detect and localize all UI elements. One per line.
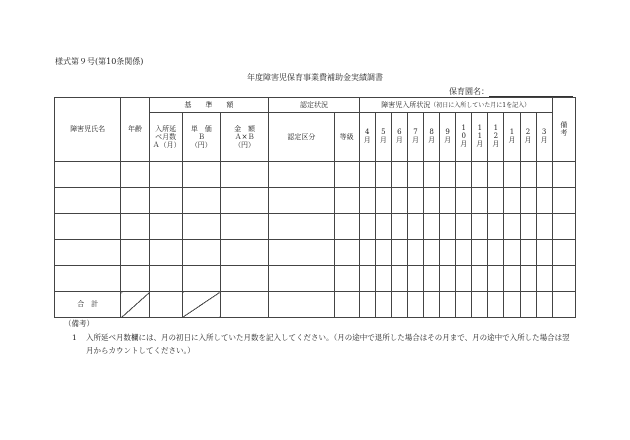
table-cell[interactable]	[121, 266, 149, 292]
table-cell[interactable]	[504, 292, 520, 318]
table-cell[interactable]	[334, 292, 359, 318]
total-months-cell[interactable]	[149, 292, 182, 318]
table-cell[interactable]	[552, 162, 575, 188]
table-cell[interactable]	[391, 292, 407, 318]
table-cell[interactable]	[391, 188, 407, 214]
table-cell[interactable]	[220, 240, 268, 266]
table-cell[interactable]	[55, 240, 121, 266]
table-cell[interactable]	[472, 162, 488, 188]
subsidy-table	[54, 97, 576, 318]
month-header: 11月	[472, 113, 488, 162]
table-cell[interactable]	[149, 214, 182, 240]
table-cell[interactable]	[55, 188, 121, 214]
amount-header	[220, 113, 268, 162]
table-cell[interactable]	[391, 162, 407, 188]
table-cell[interactable]	[359, 162, 375, 188]
table-cell[interactable]	[149, 162, 182, 188]
enrollment-header	[359, 98, 552, 113]
table-cell[interactable]	[375, 266, 391, 292]
table-cell[interactable]	[182, 214, 220, 240]
table-cell[interactable]	[220, 162, 268, 188]
cert-category-header: 認定区分	[269, 113, 334, 162]
table-cell[interactable]	[55, 266, 121, 292]
table-cell[interactable]	[424, 162, 440, 188]
table-cell[interactable]	[488, 240, 504, 266]
table-cell[interactable]	[504, 240, 520, 266]
table-cell[interactable]	[552, 188, 575, 214]
table-cell[interactable]	[440, 162, 456, 188]
table-cell[interactable]	[121, 240, 149, 266]
age-header: 年齢	[121, 98, 149, 162]
unit-price-sub: Ｂ	[197, 132, 205, 141]
table-cell[interactable]	[520, 240, 536, 266]
table-cell[interactable]	[391, 214, 407, 240]
grade-header: 等級	[334, 113, 359, 162]
table-cell[interactable]	[424, 188, 440, 214]
month-header: 5月	[375, 113, 391, 162]
table-cell[interactable]	[269, 162, 334, 188]
notes-heading: （備考）	[64, 319, 94, 328]
table-cell[interactable]	[149, 188, 182, 214]
table-cell[interactable]	[552, 292, 575, 318]
table-cell[interactable]	[182, 162, 220, 188]
total-unit-price-crossed-cell	[182, 292, 220, 318]
table-cell[interactable]	[488, 214, 504, 240]
nursery-name-field	[449, 86, 573, 97]
month-header: 6月	[391, 113, 407, 162]
table-row	[55, 162, 576, 188]
table-cell[interactable]	[552, 240, 575, 266]
table-cell[interactable]	[407, 162, 423, 188]
nursery-name-label: 保育園名：	[449, 87, 489, 96]
table-cell[interactable]	[269, 292, 334, 318]
table-cell[interactable]	[359, 214, 375, 240]
table-cell[interactable]	[456, 292, 472, 318]
table-cell[interactable]	[520, 188, 536, 214]
table-cell[interactable]	[407, 292, 423, 318]
table-cell[interactable]	[520, 214, 536, 240]
total-label: 合 計	[55, 292, 121, 318]
month-header: 9月	[440, 113, 456, 162]
table-cell[interactable]	[269, 188, 334, 214]
note-number: 1	[72, 333, 77, 342]
table-cell[interactable]	[121, 162, 149, 188]
table-cell[interactable]	[359, 292, 375, 318]
table-cell[interactable]	[536, 292, 552, 318]
month-header: 8月	[424, 113, 440, 162]
month-header: 1月	[504, 113, 520, 162]
table-cell[interactable]	[552, 266, 575, 292]
month-header: 3月	[536, 113, 552, 162]
table-cell[interactable]	[269, 240, 334, 266]
table-cell[interactable]	[359, 240, 375, 266]
table-cell[interactable]	[520, 292, 536, 318]
table-cell[interactable]	[359, 266, 375, 292]
table-cell[interactable]	[182, 188, 220, 214]
table-cell[interactable]	[520, 266, 536, 292]
table-cell[interactable]	[149, 240, 182, 266]
form-id: 様式第９号(第10条関係)	[55, 57, 144, 66]
table-row	[55, 240, 576, 266]
table-cell[interactable]	[182, 266, 220, 292]
month-header: 12月	[488, 113, 504, 162]
table-cell[interactable]	[440, 292, 456, 318]
table-cell[interactable]	[121, 188, 149, 214]
note-text: 入所延べ月数欄には、月の初日に入所していた月数を記入してください。（月の途中で退所した場合はその月まで、月の途中で入所した場合は翌月からカウントしてください。）	[86, 333, 570, 355]
table-cell[interactable]	[552, 214, 575, 240]
table-cell[interactable]	[220, 266, 268, 292]
table-cell[interactable]	[472, 188, 488, 214]
table-cell[interactable]	[504, 188, 520, 214]
table-cell[interactable]	[334, 214, 359, 240]
table-cell[interactable]	[536, 240, 552, 266]
unit-price-label: 単 価	[190, 124, 212, 133]
table-cell[interactable]	[334, 162, 359, 188]
table-cell[interactable]	[182, 240, 220, 266]
form-title: 年度障害児保育事業費補助金実績調書	[247, 73, 383, 82]
table-cell[interactable]	[334, 188, 359, 214]
table-cell[interactable]	[149, 266, 182, 292]
remarks-header: 備考	[552, 98, 575, 162]
month-header: 2月	[520, 113, 536, 162]
table-cell[interactable]	[375, 240, 391, 266]
name-header: 障害児氏名	[55, 98, 121, 162]
table-cell[interactable]	[488, 266, 504, 292]
table-cell[interactable]	[488, 188, 504, 214]
table-cell[interactable]	[121, 214, 149, 240]
table-cell[interactable]	[456, 188, 472, 214]
table-row	[55, 266, 576, 292]
table-cell[interactable]	[456, 266, 472, 292]
table-cell[interactable]	[520, 162, 536, 188]
table-cell[interactable]	[391, 266, 407, 292]
nursery-name-line	[489, 87, 573, 97]
table-cell[interactable]	[359, 188, 375, 214]
table-cell[interactable]	[407, 188, 423, 214]
table-row	[55, 188, 576, 214]
base-amount-header: 基 準 額	[149, 98, 269, 113]
month-header: 10月	[456, 113, 472, 162]
enrollment-header-label: 障害児入所状況	[381, 100, 431, 109]
table-cell[interactable]	[269, 214, 334, 240]
months-enrolled-header: 入所延べ月数Ａ（月）	[149, 113, 182, 162]
enrollment-header-note: （初日に入所していた月に1を記入）	[430, 101, 531, 109]
table-cell[interactable]	[220, 188, 268, 214]
table-cell[interactable]	[375, 188, 391, 214]
month-header: 7月	[407, 113, 423, 162]
table-cell[interactable]	[407, 214, 423, 240]
table-cell[interactable]	[375, 292, 391, 318]
table-cell[interactable]	[407, 240, 423, 266]
note-item	[72, 331, 572, 357]
total-amount-cell[interactable]	[220, 292, 268, 318]
table-cell[interactable]	[504, 266, 520, 292]
table-cell[interactable]	[375, 214, 391, 240]
table-cell[interactable]	[220, 214, 268, 240]
table-cell[interactable]	[424, 214, 440, 240]
table-cell[interactable]	[55, 162, 121, 188]
table-cell[interactable]	[440, 188, 456, 214]
table-cell[interactable]	[334, 266, 359, 292]
table-cell[interactable]	[269, 266, 334, 292]
table-cell[interactable]	[375, 162, 391, 188]
table-cell[interactable]	[488, 162, 504, 188]
table-cell[interactable]	[536, 214, 552, 240]
table-cell[interactable]	[424, 266, 440, 292]
table-cell[interactable]	[440, 214, 456, 240]
table-cell[interactable]	[55, 214, 121, 240]
table-cell[interactable]	[504, 214, 520, 240]
table-cell[interactable]	[504, 162, 520, 188]
table-cell[interactable]	[472, 240, 488, 266]
table-cell[interactable]	[407, 266, 423, 292]
table-cell[interactable]	[456, 162, 472, 188]
certification-header: 認定状況	[269, 98, 360, 113]
amount-unit: （円）	[234, 141, 256, 150]
table-cell[interactable]	[440, 266, 456, 292]
table-cell[interactable]	[472, 214, 488, 240]
table-cell[interactable]	[424, 292, 440, 318]
amount-sub: Ａ×Ｂ	[234, 132, 255, 141]
table-cell[interactable]	[440, 240, 456, 266]
table-cell[interactable]	[391, 240, 407, 266]
total-row	[55, 292, 576, 318]
unit-price-unit: （円）	[190, 141, 212, 150]
table-row	[55, 214, 576, 240]
table-cell[interactable]	[334, 240, 359, 266]
amount-label: 金 額	[234, 124, 256, 133]
table-cell[interactable]	[472, 266, 488, 292]
table-cell[interactable]	[472, 292, 488, 318]
table-cell[interactable]	[424, 240, 440, 266]
total-age-crossed-cell	[121, 292, 149, 318]
unit-price-header	[182, 113, 220, 162]
table-cell[interactable]	[488, 292, 504, 318]
table-cell[interactable]	[456, 240, 472, 266]
table-cell[interactable]	[536, 266, 552, 292]
table-cell[interactable]	[536, 162, 552, 188]
month-header: 4月	[359, 113, 375, 162]
table-cell[interactable]	[456, 214, 472, 240]
table-cell[interactable]	[536, 188, 552, 214]
